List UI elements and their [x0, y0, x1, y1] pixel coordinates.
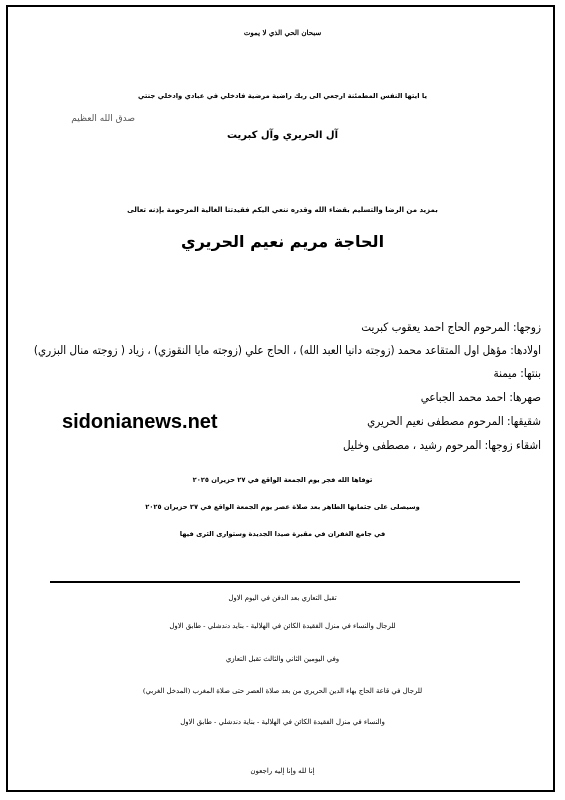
condolence-line-3: وفي اليومين الثاني والثالث تقبل التعازي — [225, 655, 340, 663]
relative-line-son-in-law: صهرها: احمد محمد الجباعي — [420, 390, 541, 404]
family-names: آل الحريري وآل كبريت — [226, 130, 339, 141]
death-date-line: توفاها الله فجر يوم الجمعة الواقع في ٢٧ حزيران ٢٠٢٥ — [192, 476, 373, 484]
header-calligraphy: سبحان الحي الذي لا يموت — [243, 28, 322, 37]
section-divider — [50, 581, 520, 583]
website-watermark: sidonianews.net — [62, 411, 218, 433]
condolence-line-1: تقبل التعازي بعد الدفن في اليوم الاول — [228, 594, 337, 602]
condolence-line-4: للرجال في قاعة الحاج بهاء الدين الحريري من بعد صلاة العصر حتى صلاة المغرب (المدخل الغربي) — [142, 687, 423, 695]
burial-place-line: في جامع الغفران في مقبرة صيدا الجديدة وستوارى الثرى فيها — [179, 530, 386, 538]
relative-line-brothers-in-law: اشقاء زوجها: المرحوم رشيد ، مصطفى وخليل — [343, 438, 541, 452]
verse-source: صدق الله العظيم — [71, 114, 135, 124]
condolence-line-2: للرجال والنساء في منزل الفقيدة الكائن في الهلالية - بنايد دندشلي - طابق الاول — [169, 622, 396, 630]
relative-line-husband: زوجها: المرحوم الحاج احمد يعقوب كبريت — [361, 320, 541, 334]
prayer-line: وسيصلى على جثمانها الطاهر بعد صلاة عصر يوم الجمعة الواقع في ٢٧ حزيران ٢٠٢٥ — [145, 503, 420, 511]
relative-line-sons: اولادها: مؤهل اول المتقاعد محمد (زوجته دانيا العبد الله) ، الحاج علي (زوجته مايا النقوزي) ، زياد ( زوجته منال البزري) — [33, 343, 541, 357]
obituary-notice — [10, 10, 555, 795]
closing-phrase: إنا لله وإنا إليه راجعون — [250, 767, 315, 775]
deceased-name: الحاجة مريم نعيم الحريري — [180, 232, 385, 251]
announcement-line: بمزيد من الرضا والتسليم بقضاء الله وقدره ننعي اليكم فقيدتنا الغالية المرحومة بإذنه تعالى — [127, 206, 438, 214]
relative-line-daughter: بنتها: ميمنة — [493, 366, 541, 380]
condolence-line-5: والنساء في منزل الفقيدة الكائن في الهلالية - بناية دندشلي - طابق الاول — [180, 718, 385, 726]
quran-verse: يا ايتها النفس المطمئنة ارجعي الى ربك راضية مرضية فادخلي في عبادي وادخلي جنتي — [138, 92, 427, 100]
relative-line-brother: شقيقها: المرحوم مصطفى نعيم الحريري — [367, 414, 541, 428]
